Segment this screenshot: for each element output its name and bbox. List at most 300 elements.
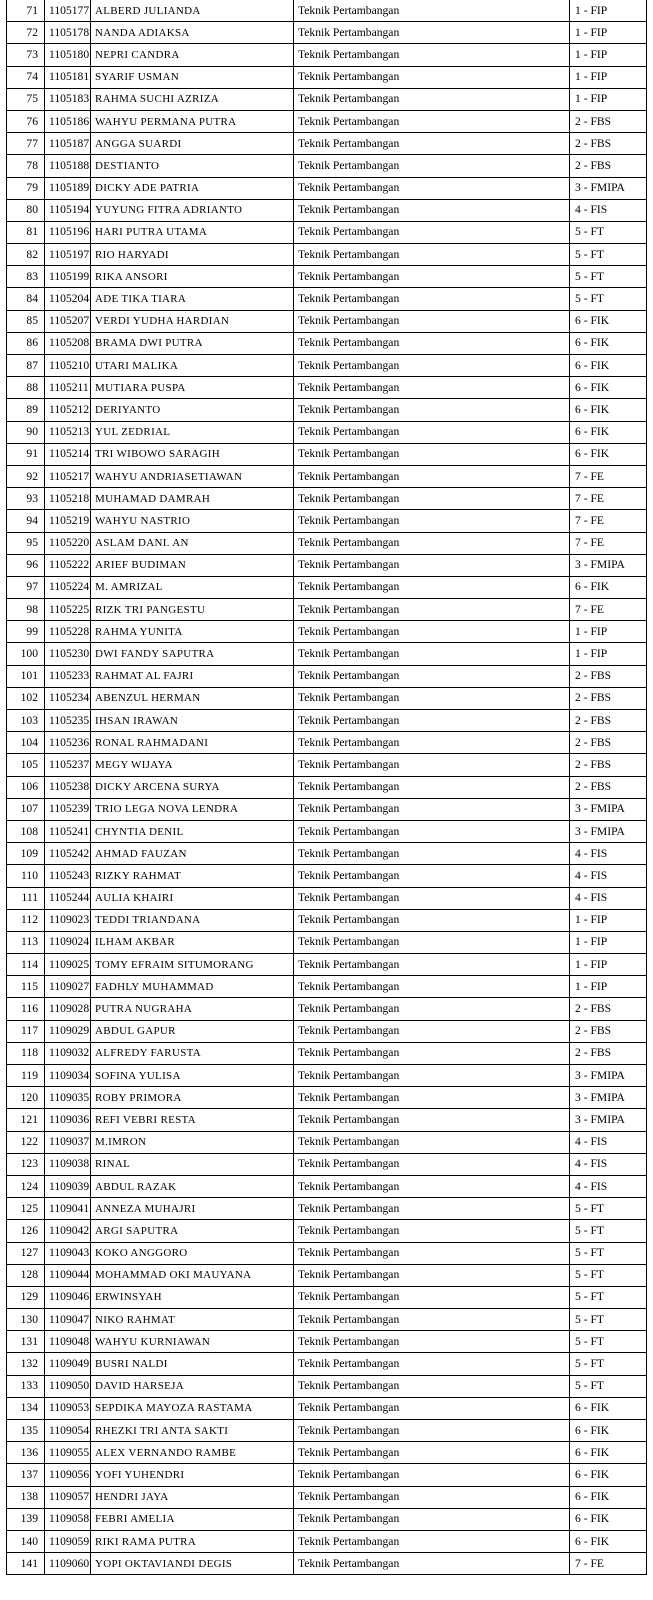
- study-program: Teknik Pertambangan: [294, 1530, 570, 1552]
- table-row: [7, 177, 647, 199]
- study-program: Teknik Pertambangan: [294, 865, 570, 887]
- student-id: 1109041: [45, 1198, 91, 1220]
- row-number: 87: [7, 355, 45, 377]
- faculty: 4 - FIS: [570, 887, 647, 909]
- student-id: 1109044: [45, 1264, 91, 1286]
- student-id: 1109050: [45, 1375, 91, 1397]
- study-program: Teknik Pertambangan: [294, 1220, 570, 1242]
- study-program: Teknik Pertambangan: [294, 66, 570, 88]
- student-name: ADE TIKA TIARA: [91, 288, 294, 310]
- row-number: 74: [7, 66, 45, 88]
- student-name: YUYUNG FITRA ADRIANTO: [91, 199, 294, 221]
- student-id: 1105230: [45, 643, 91, 665]
- student-name: ALBERD JULIANDA: [91, 0, 294, 22]
- student-id: 1105219: [45, 510, 91, 532]
- student-name: VERDI YUDHA HARDIAN: [91, 310, 294, 332]
- student-name: WAHYU PERMANA PUTRA: [91, 110, 294, 132]
- student-id: 1105244: [45, 887, 91, 909]
- faculty: 4 - FIS: [570, 199, 647, 221]
- faculty: 5 - FT: [570, 266, 647, 288]
- student-name: ALEX VERNANDO RAMBE: [91, 1442, 294, 1464]
- row-number: 101: [7, 665, 45, 687]
- faculty: 1 - FIP: [570, 954, 647, 976]
- study-program: Teknik Pertambangan: [294, 1153, 570, 1175]
- student-name: RIZK TRI PANGESTU: [91, 599, 294, 621]
- table-row: [7, 421, 647, 443]
- row-number: 81: [7, 221, 45, 243]
- student-name: SEPDIKA MAYOZA RASTAMA: [91, 1397, 294, 1419]
- student-name: NANDA ADIAKSA: [91, 22, 294, 44]
- faculty: 5 - FT: [570, 1375, 647, 1397]
- study-program: Teknik Pertambangan: [294, 1286, 570, 1308]
- table-row: [7, 754, 647, 776]
- student-id: 1105210: [45, 355, 91, 377]
- table-row: [7, 510, 647, 532]
- student-name: ANGGA SUARDI: [91, 133, 294, 155]
- row-number: 128: [7, 1264, 45, 1286]
- faculty: 7 - FE: [570, 599, 647, 621]
- row-number: 138: [7, 1486, 45, 1508]
- student-id: 1105228: [45, 621, 91, 643]
- study-program: Teknik Pertambangan: [294, 355, 570, 377]
- row-number: 110: [7, 865, 45, 887]
- table-row: [7, 576, 647, 598]
- table-row: [7, 110, 647, 132]
- table-row: [7, 621, 647, 643]
- student-id: 1109038: [45, 1153, 91, 1175]
- student-id: 1105233: [45, 665, 91, 687]
- table-row: [7, 377, 647, 399]
- student-id: 1105214: [45, 443, 91, 465]
- faculty: 2 - FBS: [570, 710, 647, 732]
- student-name: SYARIF USMAN: [91, 66, 294, 88]
- table-row: [7, 1242, 647, 1264]
- faculty: 2 - FBS: [570, 687, 647, 709]
- student-name: FADHLY MUHAMMAD: [91, 976, 294, 998]
- table-row: [7, 1553, 647, 1575]
- faculty: 6 - FIK: [570, 1464, 647, 1486]
- student-name: HENDRI JAYA: [91, 1486, 294, 1508]
- student-id: 1105243: [45, 865, 91, 887]
- student-name: UTARI MALIKA: [91, 355, 294, 377]
- student-name: ERWINSYAH: [91, 1286, 294, 1308]
- student-name: ABDUL RAZAK: [91, 1175, 294, 1197]
- study-program: Teknik Pertambangan: [294, 643, 570, 665]
- student-name: DAVID HARSEJA: [91, 1375, 294, 1397]
- student-name: ARGI SAPUTRA: [91, 1220, 294, 1242]
- study-program: Teknik Pertambangan: [294, 1020, 570, 1042]
- student-id: 1109048: [45, 1331, 91, 1353]
- study-program: Teknik Pertambangan: [294, 554, 570, 576]
- student-name: ASLAM DANI. AN: [91, 532, 294, 554]
- row-number: 80: [7, 199, 45, 221]
- table-row: [7, 820, 647, 842]
- student-name: TEDDI TRIANDANA: [91, 909, 294, 931]
- row-number: 90: [7, 421, 45, 443]
- table-row: [7, 199, 647, 221]
- row-number: 121: [7, 1109, 45, 1131]
- table-row: [7, 465, 647, 487]
- table-row: [7, 1109, 647, 1131]
- table-row: [7, 599, 647, 621]
- student-id: 1105239: [45, 798, 91, 820]
- table-row: [7, 1353, 647, 1375]
- student-id: 1105189: [45, 177, 91, 199]
- student-name: ABENZUL HERMAN: [91, 687, 294, 709]
- table-row: [7, 1175, 647, 1197]
- faculty: 1 - FIP: [570, 66, 647, 88]
- student-name: DICKY ARCENA SURYA: [91, 776, 294, 798]
- row-number: 135: [7, 1420, 45, 1442]
- student-table: [6, 0, 647, 1575]
- study-program: Teknik Pertambangan: [294, 1353, 570, 1375]
- table-row: [7, 310, 647, 332]
- study-program: Teknik Pertambangan: [294, 732, 570, 754]
- student-id: 1105187: [45, 133, 91, 155]
- student-name: MUTIARA PUSPA: [91, 377, 294, 399]
- study-program: Teknik Pertambangan: [294, 1175, 570, 1197]
- study-program: Teknik Pertambangan: [294, 1065, 570, 1087]
- student-name: NIKO RAHMAT: [91, 1309, 294, 1331]
- student-name: M.IMRON: [91, 1131, 294, 1153]
- row-number: 78: [7, 155, 45, 177]
- row-number: 123: [7, 1153, 45, 1175]
- row-number: 84: [7, 288, 45, 310]
- study-program: Teknik Pertambangan: [294, 843, 570, 865]
- table-row: [7, 1065, 647, 1087]
- faculty: 3 - FMIPA: [570, 1109, 647, 1131]
- table-row: [7, 1220, 647, 1242]
- student-name: PUTRA NUGRAHA: [91, 998, 294, 1020]
- study-program: Teknik Pertambangan: [294, 88, 570, 110]
- table-row: [7, 355, 647, 377]
- faculty: 5 - FT: [570, 244, 647, 266]
- student-id: 1105220: [45, 532, 91, 554]
- faculty: 4 - FIS: [570, 1153, 647, 1175]
- faculty: 2 - FBS: [570, 1020, 647, 1042]
- study-program: Teknik Pertambangan: [294, 576, 570, 598]
- table-row: [7, 1264, 647, 1286]
- student-id: 1109054: [45, 1420, 91, 1442]
- row-number: 136: [7, 1442, 45, 1464]
- table-row: [7, 488, 647, 510]
- student-id: 1105213: [45, 421, 91, 443]
- student-id: 1109055: [45, 1442, 91, 1464]
- study-program: Teknik Pertambangan: [294, 1553, 570, 1575]
- student-name: RAHMA SUCHI AZRIZA: [91, 88, 294, 110]
- faculty: 6 - FIK: [570, 443, 647, 465]
- study-program: Teknik Pertambangan: [294, 22, 570, 44]
- faculty: 3 - FMIPA: [570, 798, 647, 820]
- study-program: Teknik Pertambangan: [294, 1264, 570, 1286]
- student-name: BRAMA DWI PUTRA: [91, 332, 294, 354]
- faculty: 1 - FIP: [570, 22, 647, 44]
- row-number: 141: [7, 1553, 45, 1575]
- study-program: Teknik Pertambangan: [294, 1508, 570, 1530]
- study-program: Teknik Pertambangan: [294, 1131, 570, 1153]
- table-row: [7, 998, 647, 1020]
- table-row: [7, 976, 647, 998]
- faculty: 7 - FE: [570, 510, 647, 532]
- faculty: 6 - FIK: [570, 576, 647, 598]
- student-id: 1109032: [45, 1042, 91, 1064]
- study-program: Teknik Pertambangan: [294, 1331, 570, 1353]
- student-id: 1109053: [45, 1397, 91, 1419]
- student-id: 1109049: [45, 1353, 91, 1375]
- study-program: Teknik Pertambangan: [294, 954, 570, 976]
- study-program: Teknik Pertambangan: [294, 1242, 570, 1264]
- faculty: 3 - FMIPA: [570, 1087, 647, 1109]
- table-row: [7, 288, 647, 310]
- student-name: ABDUL GAPUR: [91, 1020, 294, 1042]
- table-row: [7, 1198, 647, 1220]
- table-row: [7, 1530, 647, 1552]
- student-id: 1105207: [45, 310, 91, 332]
- study-program: Teknik Pertambangan: [294, 1109, 570, 1131]
- study-program: Teknik Pertambangan: [294, 776, 570, 798]
- study-program: Teknik Pertambangan: [294, 443, 570, 465]
- row-number: 113: [7, 931, 45, 953]
- row-number: 133: [7, 1375, 45, 1397]
- faculty: 5 - FT: [570, 1242, 647, 1264]
- faculty: 3 - FMIPA: [570, 1065, 647, 1087]
- row-number: 103: [7, 710, 45, 732]
- row-number: 125: [7, 1198, 45, 1220]
- table-row: [7, 44, 647, 66]
- row-number: 88: [7, 377, 45, 399]
- table-body: [7, 0, 647, 1575]
- faculty: 3 - FMIPA: [570, 820, 647, 842]
- student-name: IHSAN IRAWAN: [91, 710, 294, 732]
- student-id: 1109025: [45, 954, 91, 976]
- student-id: 1109035: [45, 1087, 91, 1109]
- table-row: [7, 1131, 647, 1153]
- table-row: [7, 776, 647, 798]
- row-number: 108: [7, 820, 45, 842]
- table-row: [7, 532, 647, 554]
- faculty: 5 - FT: [570, 1264, 647, 1286]
- student-name: YOFI YUHENDRI: [91, 1464, 294, 1486]
- faculty: 4 - FIS: [570, 1175, 647, 1197]
- student-name: RONAL RAHMADANI: [91, 732, 294, 754]
- row-number: 83: [7, 266, 45, 288]
- study-program: Teknik Pertambangan: [294, 887, 570, 909]
- study-program: Teknik Pertambangan: [294, 710, 570, 732]
- student-id: 1109059: [45, 1530, 91, 1552]
- table-row: [7, 931, 647, 953]
- row-number: 140: [7, 1530, 45, 1552]
- row-number: 106: [7, 776, 45, 798]
- table-row: [7, 843, 647, 865]
- student-id: 1105234: [45, 687, 91, 709]
- study-program: Teknik Pertambangan: [294, 599, 570, 621]
- study-program: Teknik Pertambangan: [294, 110, 570, 132]
- student-name: DWI FANDY SAPUTRA: [91, 643, 294, 665]
- study-program: Teknik Pertambangan: [294, 421, 570, 443]
- student-name: RIKI RAMA PUTRA: [91, 1530, 294, 1552]
- table-row: [7, 710, 647, 732]
- faculty: 2 - FBS: [570, 110, 647, 132]
- student-name: AULIA KHAIRI: [91, 887, 294, 909]
- student-name: YUL ZEDRIAL: [91, 421, 294, 443]
- study-program: Teknik Pertambangan: [294, 532, 570, 554]
- study-program: Teknik Pertambangan: [294, 0, 570, 22]
- row-number: 139: [7, 1508, 45, 1530]
- faculty: 1 - FIP: [570, 976, 647, 998]
- faculty: 2 - FBS: [570, 776, 647, 798]
- row-number: 93: [7, 488, 45, 510]
- table-row: [7, 244, 647, 266]
- student-id: 1109047: [45, 1309, 91, 1331]
- table-row: [7, 1375, 647, 1397]
- study-program: Teknik Pertambangan: [294, 1397, 570, 1419]
- faculty: 2 - FBS: [570, 754, 647, 776]
- row-number: 132: [7, 1353, 45, 1375]
- faculty: 5 - FT: [570, 221, 647, 243]
- table-row: [7, 1508, 647, 1530]
- student-id: 1105217: [45, 465, 91, 487]
- faculty: 7 - FE: [570, 1553, 647, 1575]
- student-id: 1105180: [45, 44, 91, 66]
- study-program: Teknik Pertambangan: [294, 199, 570, 221]
- student-id: 1109037: [45, 1131, 91, 1153]
- row-number: 91: [7, 443, 45, 465]
- student-name: NEPRI CANDRA: [91, 44, 294, 66]
- student-name: WAHYU KURNIAWAN: [91, 1331, 294, 1353]
- study-program: Teknik Pertambangan: [294, 177, 570, 199]
- study-program: Teknik Pertambangan: [294, 465, 570, 487]
- student-id: 1105186: [45, 110, 91, 132]
- student-name: ARIEF BUDIMAN: [91, 554, 294, 576]
- student-id: 1105178: [45, 22, 91, 44]
- faculty: 5 - FT: [570, 1331, 647, 1353]
- student-id: 1105241: [45, 820, 91, 842]
- student-id: 1105197: [45, 244, 91, 266]
- row-number: 129: [7, 1286, 45, 1308]
- student-id: 1105242: [45, 843, 91, 865]
- row-number: 75: [7, 88, 45, 110]
- row-number: 126: [7, 1220, 45, 1242]
- student-id: 1109060: [45, 1553, 91, 1575]
- row-number: 124: [7, 1175, 45, 1197]
- faculty: 2 - FBS: [570, 665, 647, 687]
- table-row: [7, 1464, 647, 1486]
- table-row: [7, 133, 647, 155]
- table-row: [7, 332, 647, 354]
- student-id: 1105199: [45, 266, 91, 288]
- table-row: [7, 687, 647, 709]
- table-row: [7, 399, 647, 421]
- student-id: 1105224: [45, 576, 91, 598]
- faculty: 5 - FT: [570, 288, 647, 310]
- faculty: 1 - FIP: [570, 88, 647, 110]
- table-row: [7, 1331, 647, 1353]
- table-row: [7, 443, 647, 465]
- student-name: RIO HARYADI: [91, 244, 294, 266]
- faculty: 6 - FIK: [570, 1442, 647, 1464]
- study-program: Teknik Pertambangan: [294, 754, 570, 776]
- student-id: 1109029: [45, 1020, 91, 1042]
- student-id: 1105222: [45, 554, 91, 576]
- table-row: [7, 554, 647, 576]
- student-id: 1109024: [45, 931, 91, 953]
- table-row: [7, 1042, 647, 1064]
- student-id: 1105194: [45, 199, 91, 221]
- faculty: 6 - FIK: [570, 1397, 647, 1419]
- student-id: 1105196: [45, 221, 91, 243]
- student-id: 1109027: [45, 976, 91, 998]
- student-id: 1105225: [45, 599, 91, 621]
- faculty: 6 - FIK: [570, 1530, 647, 1552]
- row-number: 137: [7, 1464, 45, 1486]
- row-number: 85: [7, 310, 45, 332]
- table-row: [7, 1153, 647, 1175]
- faculty: 6 - FIK: [570, 1486, 647, 1508]
- row-number: 77: [7, 133, 45, 155]
- study-program: Teknik Pertambangan: [294, 399, 570, 421]
- study-program: Teknik Pertambangan: [294, 44, 570, 66]
- study-program: Teknik Pertambangan: [294, 687, 570, 709]
- student-name: HARI PUTRA UTAMA: [91, 221, 294, 243]
- study-program: Teknik Pertambangan: [294, 998, 570, 1020]
- row-number: 76: [7, 110, 45, 132]
- student-name: ROBY PRIMORA: [91, 1087, 294, 1109]
- study-program: Teknik Pertambangan: [294, 1375, 570, 1397]
- faculty: 1 - FIP: [570, 621, 647, 643]
- student-id: 1109046: [45, 1286, 91, 1308]
- row-number: 95: [7, 532, 45, 554]
- student-id: 1109036: [45, 1109, 91, 1131]
- study-program: Teknik Pertambangan: [294, 1486, 570, 1508]
- row-number: 89: [7, 399, 45, 421]
- faculty: 7 - FE: [570, 532, 647, 554]
- student-name: REFI VEBRI RESTA: [91, 1109, 294, 1131]
- student-name: RAHMAT AL FAJRI: [91, 665, 294, 687]
- student-name: RIKA ANSORI: [91, 266, 294, 288]
- student-name: M. AMRIZAL: [91, 576, 294, 598]
- study-program: Teknik Pertambangan: [294, 1087, 570, 1109]
- faculty: 6 - FIK: [570, 421, 647, 443]
- row-number: 105: [7, 754, 45, 776]
- row-number: 134: [7, 1397, 45, 1419]
- row-number: 131: [7, 1331, 45, 1353]
- study-program: Teknik Pertambangan: [294, 155, 570, 177]
- student-id: 1105237: [45, 754, 91, 776]
- study-program: Teknik Pertambangan: [294, 377, 570, 399]
- faculty: 2 - FBS: [570, 998, 647, 1020]
- student-name: DESTIANTO: [91, 155, 294, 177]
- faculty: 6 - FIK: [570, 377, 647, 399]
- student-name: DERIYANTO: [91, 399, 294, 421]
- study-program: Teknik Pertambangan: [294, 1042, 570, 1064]
- faculty: 2 - FBS: [570, 732, 647, 754]
- student-name: WAHYU NASTRIO: [91, 510, 294, 532]
- student-name: AHMAD FAUZAN: [91, 843, 294, 865]
- student-id: 1105204: [45, 288, 91, 310]
- faculty: 1 - FIP: [570, 909, 647, 931]
- row-number: 111: [7, 887, 45, 909]
- study-program: Teknik Pertambangan: [294, 976, 570, 998]
- table-row: [7, 1442, 647, 1464]
- faculty: 6 - FIK: [570, 399, 647, 421]
- table-row: [7, 909, 647, 931]
- table-row: [7, 221, 647, 243]
- student-id: 1109028: [45, 998, 91, 1020]
- faculty: 6 - FIK: [570, 332, 647, 354]
- student-id: 1109023: [45, 909, 91, 931]
- student-id: 1105212: [45, 399, 91, 421]
- student-name: ANNEZA MUHAJRI: [91, 1198, 294, 1220]
